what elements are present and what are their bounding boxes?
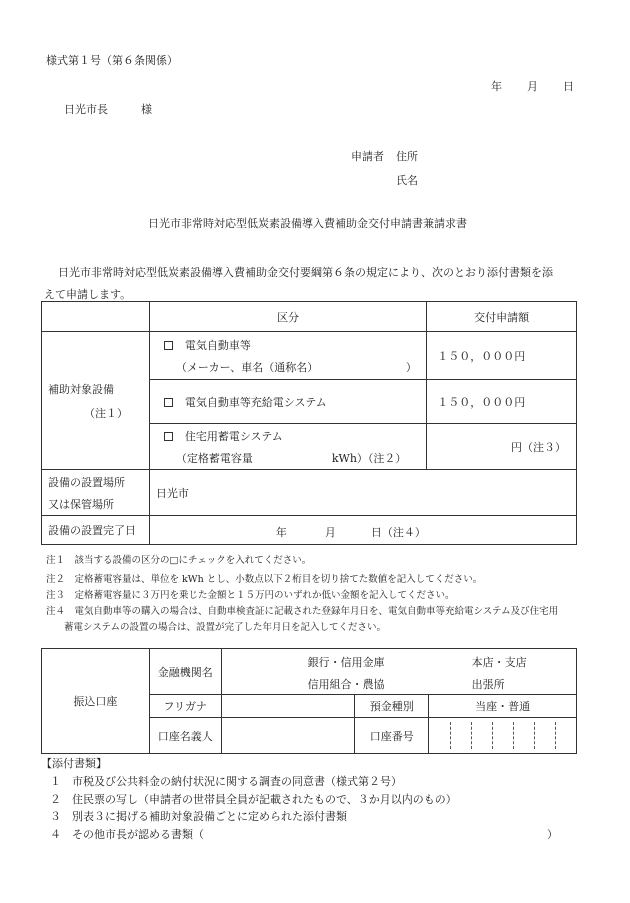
ev-label: 電気自動車等 — [184, 338, 251, 352]
main-application-table — [41, 301, 577, 545]
battery-amount: 円（注３） — [427, 424, 577, 470]
location-label-cell — [42, 470, 150, 516]
deposit-type-label: 預金種別 — [355, 695, 429, 718]
charger-amount: １５０，０００円 — [427, 380, 577, 424]
charger-label: 電気自動車等充給電システム — [184, 395, 327, 409]
digit-divider — [534, 722, 535, 749]
item-ev-cell — [149, 332, 426, 380]
attachment-num: ４ — [50, 828, 61, 841]
completion-date-cell — [149, 516, 576, 545]
battery-capacity-unit: kWh）（注２） — [331, 451, 407, 465]
note-mark: 注４ — [46, 606, 66, 617]
address-label: 住所 — [396, 150, 418, 163]
ev-amount: １５０，０００円 — [427, 332, 577, 380]
attachment-item-1 — [50, 773, 402, 789]
bank-types-2: 信用組合・農協 — [307, 678, 385, 691]
attachment-num: １ — [50, 775, 61, 788]
digit-divider — [513, 722, 514, 749]
document-title: 日光市非常時対応型低炭素設備導入費補助金交付申請書兼請求書 — [148, 217, 467, 230]
battery-checkbox[interactable] — [164, 432, 173, 441]
addressee: 日光市長 — [64, 103, 108, 116]
attachment-text: その他市長が認める書類（ — [72, 828, 204, 841]
col-header-category: 区分 — [149, 302, 426, 332]
corner-cell — [42, 302, 150, 332]
completion-year: 年 — [275, 526, 287, 539]
holder-field[interactable] — [221, 718, 355, 754]
digit-divider — [450, 722, 451, 749]
addressee-suffix: 様 — [141, 103, 152, 116]
intro-line-2: えて申請します。 — [44, 288, 132, 301]
subsidy-equipment-note: （注１） — [84, 406, 128, 420]
attachments-heading: 【添付書類】 — [41, 757, 107, 770]
name-label: 氏名 — [396, 174, 418, 187]
charger-checkbox[interactable] — [164, 398, 173, 407]
completion-date-label: 設備の設置完了日 — [42, 516, 150, 545]
bank-name-label: 金融機関名 — [149, 649, 221, 695]
ev-maker-label: （メーカー、車名（通称名） — [175, 360, 319, 374]
note-text: 該当する設備の区分の□にチェックを入れてください。 — [74, 555, 312, 566]
attachment-item-3 — [50, 808, 347, 824]
holder-label: 口座名義人 — [149, 718, 221, 754]
ev-maker-close: ） — [405, 360, 417, 374]
note-mark: 注１ — [46, 555, 66, 566]
subsidy-equipment-label: 補助対象設備 — [48, 382, 114, 396]
completion-month: 月 — [324, 526, 336, 539]
branch-types-2: 出張所 — [471, 678, 505, 691]
attachment-text: 別表３に掲げる補助対象設備ごとに定められた添付書類 — [72, 810, 347, 823]
bank-name-cell — [221, 649, 576, 695]
account-label: 振込口座 — [42, 649, 150, 754]
attachment-item-4-close: ） — [547, 828, 558, 841]
note-3 — [46, 587, 455, 601]
item-battery-cell — [149, 424, 426, 470]
digit-divider — [471, 722, 472, 749]
attachment-item-2 — [50, 791, 457, 807]
item-charger-cell — [149, 380, 426, 424]
location-label-1: 設備の設置場所 — [48, 475, 125, 489]
note-mark: 注３ — [46, 590, 66, 601]
furigana-field[interactable] — [221, 695, 355, 718]
note-text: 定格蓄電容量は、単位を kWh とし、小数点以下２桁目を切り捨てた数値を記入してください。 — [74, 574, 483, 585]
deposit-type-value[interactable]: 当座・普通 — [429, 695, 577, 718]
bank-account-table — [41, 648, 577, 754]
subsidy-equipment-label-cell — [42, 332, 150, 470]
location-label-2: 又は保管場所 — [48, 497, 114, 511]
branch-types-1: 本店・支店 — [471, 656, 527, 669]
applicant-label: 申請者 — [351, 150, 384, 163]
date-day-label: 日 — [563, 80, 574, 93]
attachment-num: ３ — [50, 810, 61, 823]
note-text: 定格蓄電容量に３万円を乗じた金額と１５万円のいずれか低い金額を記入してください。 — [74, 590, 455, 601]
digit-divider — [555, 722, 556, 749]
location-value: 日光市 — [149, 470, 576, 516]
battery-capacity-label: （定格蓄電容量 — [175, 451, 253, 465]
completion-day: 日（注４） — [370, 526, 426, 539]
date-month-label: 月 — [527, 80, 538, 93]
attachment-num: ２ — [50, 793, 61, 806]
battery-label: 住宅用蓄電システム — [184, 429, 283, 443]
note-2 — [46, 571, 482, 585]
furigana-label: フリガナ — [149, 695, 221, 718]
note-text: 電気自動車等の購入の場合は、自動車検査証に記載された登録年月日を、電気自動車等充給電システム及び住宅用 — [74, 606, 559, 617]
intro-line-1: 日光市非常時対応型低炭素設備導入費補助金交付要綱第６条の規定により、次のとおり添付書類を添 — [58, 266, 553, 279]
note-4-continued: 蓄電システムの設置の場合は、設置が完了した年月日を記入してください。 — [64, 622, 387, 633]
col-header-amount: 交付申請額 — [427, 302, 577, 332]
bank-types-1: 銀行・信用金庫 — [307, 656, 385, 669]
digit-divider — [492, 722, 493, 749]
attachment-item-4 — [50, 826, 204, 842]
account-number-label: 口座番号 — [355, 718, 429, 754]
note-mark: 注２ — [46, 574, 66, 585]
attachment-text: 住民票の写し（申請者の世帯員全員が記載されたもので、３か月以内のもの） — [72, 793, 457, 806]
account-number-field[interactable] — [429, 718, 577, 754]
note-4 — [46, 603, 558, 617]
ev-checkbox[interactable] — [164, 341, 173, 350]
date-year-label: 年 — [491, 80, 502, 93]
attachment-text: 市税及び公共料金の納付状況に関する調査の同意書（様式第２号） — [72, 775, 402, 788]
form-number: 様式第１号（第６条関係） — [46, 54, 178, 67]
note-1 — [46, 552, 311, 566]
